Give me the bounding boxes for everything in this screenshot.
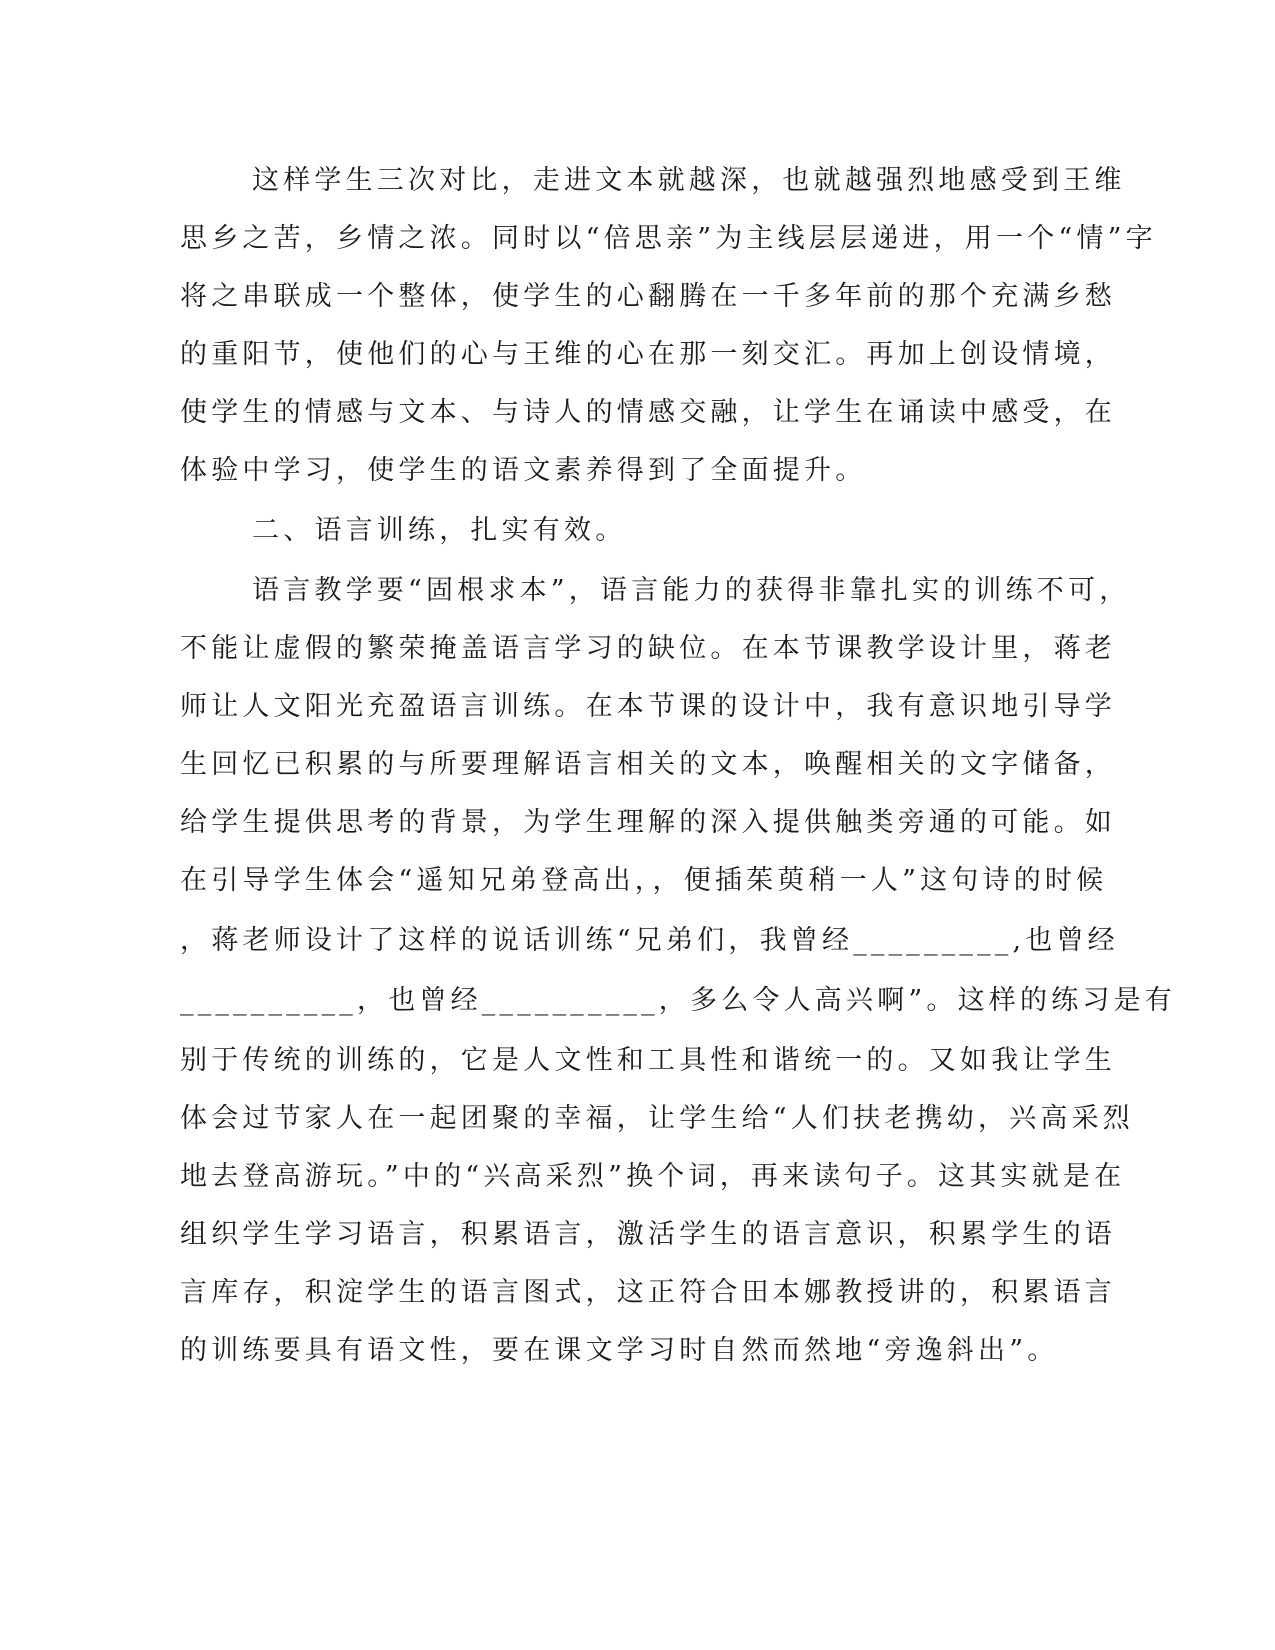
text-line: 在引导学生体会“遥知兄弟登高出，，便插茱萸稍一人”这句诗的时候 [180, 865, 1108, 896]
text-line: 语言教学要“固根求本”，语言能力的获得非靠扎实的训练不可， [252, 575, 1131, 606]
text-line: 组织学生学习语言，积累语言，激活学生的语言意识，积累学生的语 [180, 1219, 1116, 1250]
text-line: 的训练要具有语文性，要在课文学习时自然而然地“旁逸斜出”。 [180, 1335, 1059, 1366]
text-line: 师让人文阳光充盈语言训练。在本节课的设计中，我有意识地引导学 [180, 691, 1116, 722]
text-line: ，蒋老师设计了这样的说话训练“兄弟们，我曾经_________,也曾经 [180, 925, 1119, 956]
text-line: 将之串联成一个整体，使学生的心翻腾在一千多年前的那个充满乡愁 [180, 281, 1116, 312]
text-line: 思乡之苦，乡情之浓。同时以“倍思亲”为主线层层递进，用一个“情”字 [180, 223, 1157, 254]
section-heading: 二、语言训练，扎实有效。 [252, 515, 627, 546]
text-line: 的重阳节，使他们的心与王维的心在那一刻交汇。再加上创设情境， [180, 339, 1116, 370]
text-line: 生回忆已积累的与所要理解语言相关的文本，唤醒相关的文字储备， [180, 749, 1116, 780]
text-line: 言库存，积淀学生的语言图式，这正符合田本娜教授讲的，积累语言 [180, 1277, 1116, 1308]
text-line: 使学生的情感与文本、与诗人的情感交融，让学生在诵读中感受，在 [180, 397, 1116, 428]
text-line: 体会过节家人在一起团聚的幸福，让学生给“人们扶老携幼，兴高采烈 [180, 1103, 1135, 1134]
text-line: 别于传统的训练的，它是人文性和工具性和谐统一的。又如我让学生 [180, 1045, 1116, 1076]
text-line: 给学生提供思考的背景，为学生理解的深入提供触类旁通的可能。如 [180, 807, 1116, 838]
text-line: 地去登高游玩。”中的“兴高采烈”换个词，再来读句子。这其实就是在 [180, 1161, 1126, 1192]
text-line: 不能让虚假的繁荣掩盖语言学习的缺位。在本节课教学设计里，蒋老 [180, 633, 1116, 664]
text-line: __________，也曾经__________，多么令人高兴啊”。这样的练习是有 [180, 985, 1177, 1016]
text-line: 这样学生三次对比，走进文本就越深，也就越强烈地感受到王维 [252, 165, 1126, 196]
text-line: 体验中学习，使学生的语文素养得到了全面提升。 [180, 455, 867, 486]
